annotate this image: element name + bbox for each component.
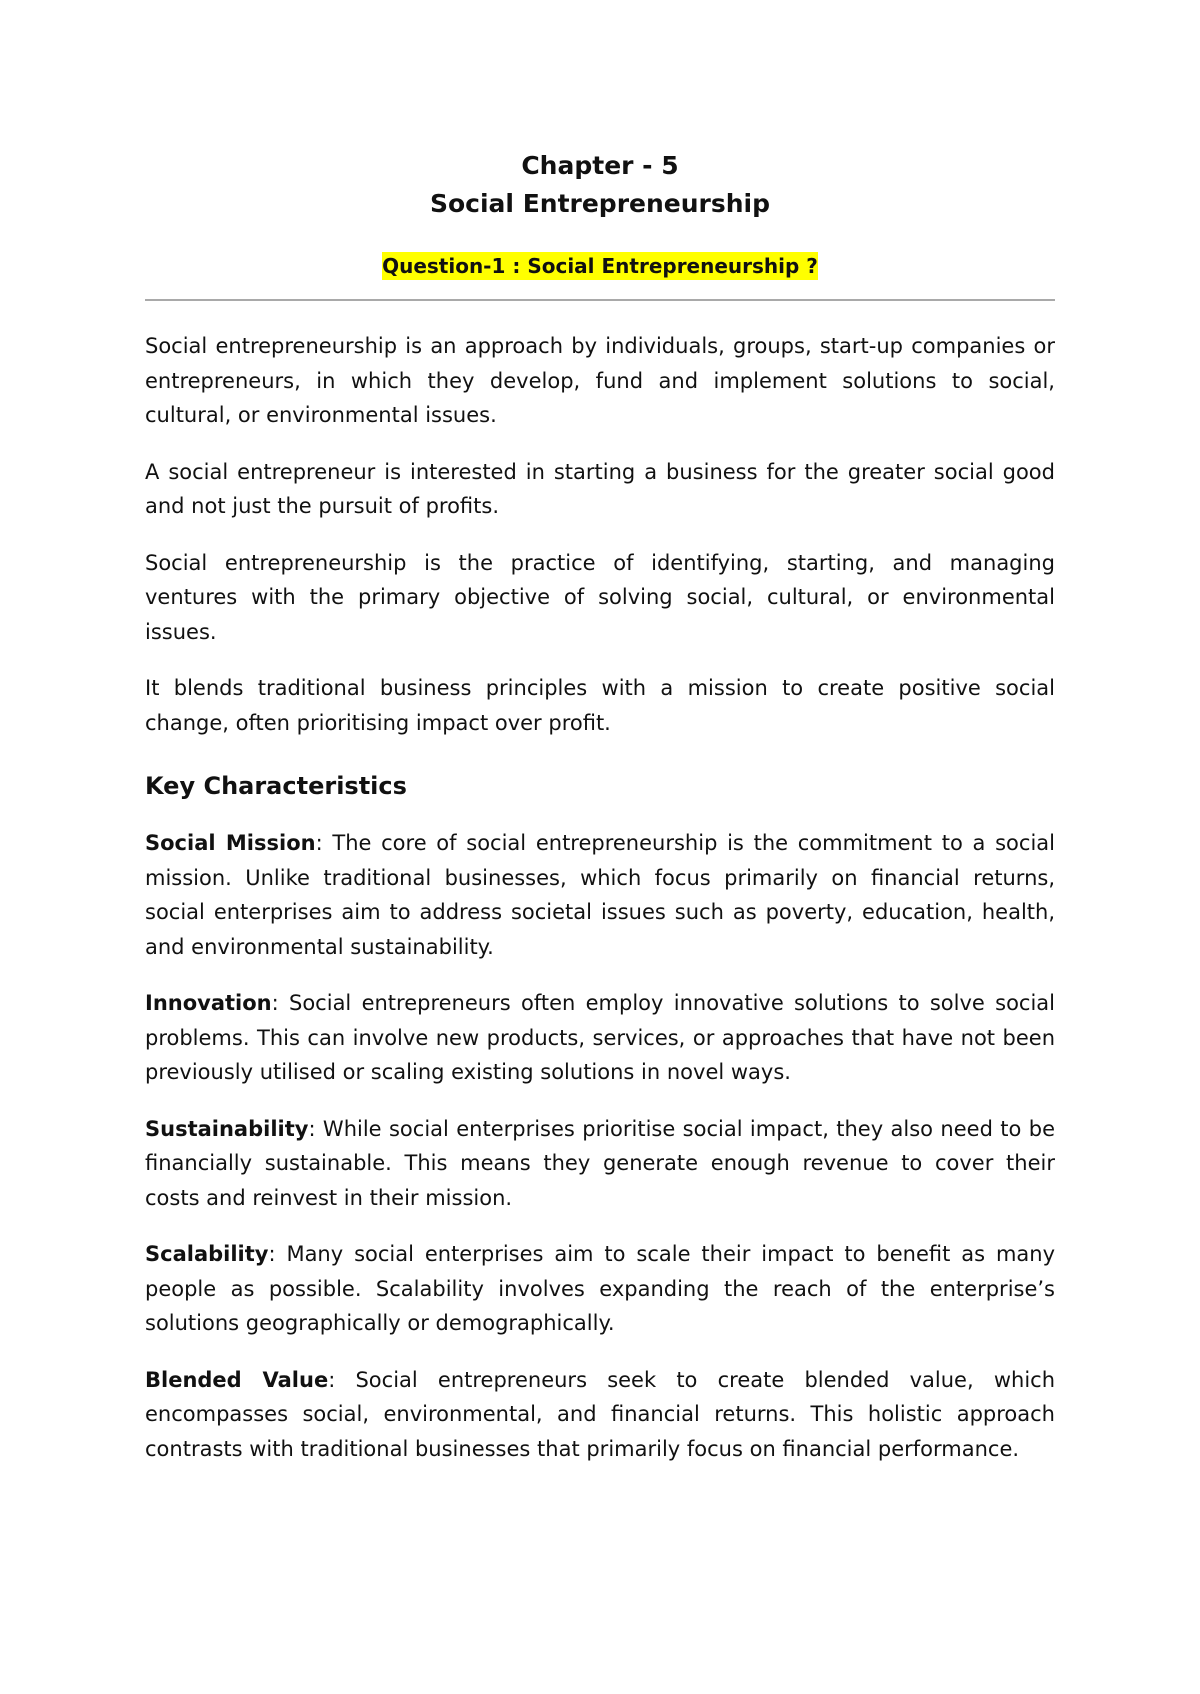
characteristic-text: Many social enterprises aim to scale their impact to benefit as many people as possible. Scalability involves expanding the reach of the enterprise’s solutions geographically or demographically. <box>145 1242 1055 1335</box>
characteristic-term: Innovation <box>145 991 272 1015</box>
horizontal-divider <box>145 299 1055 301</box>
intro-paragraph-2: A social entrepreneur is interested in starting a business for the greater social good and not just the pursuit of profits. <box>145 459 1055 518</box>
characteristic-blended-value <box>145 1363 1055 1467</box>
intro-paragraph-3: Social entrepreneurship is the practice of identifying, starting, and managing ventures with the primary objective of solving social, cultural, or environmental issues. <box>145 550 1055 644</box>
characteristic-sustainability <box>145 1112 1055 1216</box>
question-heading <box>145 249 1055 285</box>
characteristic-separator: : <box>268 1242 276 1266</box>
characteristic-term: Blended Value <box>145 1367 329 1392</box>
section-heading-key-characteristics: Key Characteristics <box>145 772 407 800</box>
characteristic-separator: : <box>315 831 323 855</box>
characteristic-separator: : <box>271 991 279 1015</box>
intro-paragraph-1: Social entrepreneurship is an approach by individuals, groups, start-up companies or entrepreneurs, in which they develop, fund and implement solutions to social, cultural, or environmental issues. <box>145 334 1055 427</box>
characteristic-term: Social Mission <box>145 831 316 855</box>
characteristic-social-mission <box>145 826 1055 964</box>
characteristic-separator: : <box>328 1367 336 1392</box>
characteristic-text: Social entrepreneurs seek to create blended value, which encompasses social, environmental, and financial returns. This holistic approach contrasts with traditional businesses that primarily focus on financial performance. <box>145 1367 1056 1461</box>
characteristic-scalability <box>145 1237 1055 1341</box>
characteristic-text: The core of social entrepreneurship is the commitment to a social mission. Unlike traditional businesses, which focus primarily on financial returns, social enterprises aim to address societal issues such as poverty, education, health, and environmental sustainability. <box>145 831 1055 959</box>
characteristic-innovation <box>145 986 1055 1090</box>
characteristic-text: Social entrepreneurs often employ innovative solutions to solve social problems. This can involve new products, services, or approaches that have not been previously utilised or scaling existing solutions in novel ways. <box>145 991 1055 1084</box>
intro-paragraph-4: It blends traditional business principles with a mission to create positive social change, often prioritising impact over profit. <box>145 676 1055 735</box>
characteristic-term: Scalability <box>145 1242 269 1266</box>
characteristic-separator: : <box>308 1116 316 1141</box>
chapter-title: Chapter - 5 <box>521 151 679 180</box>
characteristic-term: Sustainability <box>145 1116 309 1141</box>
characteristic-text: While social enterprises prioritise social impact, they also need to be financially sustainable. This means they generate enough revenue to cover their costs and reinvest in their mission. <box>145 1116 1055 1210</box>
question-label: Question-1 : Social Entrepreneurship ? <box>382 254 818 278</box>
subject-title: Social Entrepreneurship <box>429 189 771 218</box>
